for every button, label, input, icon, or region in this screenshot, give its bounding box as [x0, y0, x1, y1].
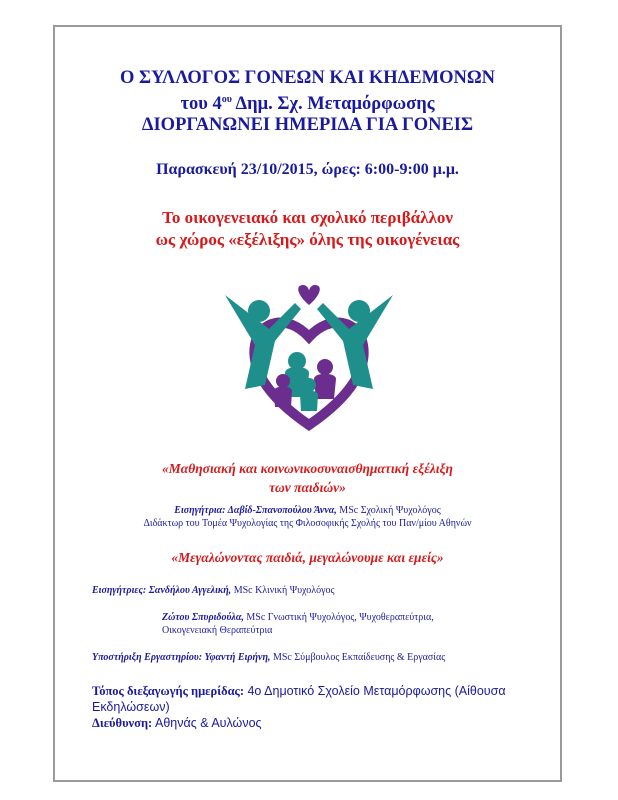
talk-1-title-line-2: των παιδιών» [269, 480, 346, 495]
event-topic [53, 207, 562, 251]
talk-2-speaker-2 [162, 611, 434, 637]
heading-line-2 [53, 89, 562, 115]
venue-label: Τόπος διεξαγωγής ημερίδας: [92, 684, 244, 698]
address-value: Αθηνάς & Αυλώνος [152, 716, 262, 730]
support-label: Υποστήριξη Εργαστηρίου: [92, 652, 205, 663]
family-heart-logo [225, 285, 393, 440]
talk-1-speaker-line [53, 504, 562, 517]
heading-line-2-post: Δημ. Σχ. Μεταμόρφωσης [231, 94, 435, 115]
child-3-body [274, 387, 292, 408]
speaker-1-name: Σανδήλου Αγγελική, [148, 585, 232, 596]
speaker-extra: Διδάκτωρ του Τομέα Ψυχολογίας της Φιλοσοφικής Σχολής του Παν/μίου Αθηνών [143, 518, 472, 529]
venue-info [92, 683, 506, 731]
talk-2-speaker-1 [92, 584, 334, 597]
small-heart-icon [298, 285, 320, 305]
address-label: Διεύθυνση: [92, 716, 153, 730]
address-line [92, 715, 506, 731]
child-4-head [302, 378, 316, 392]
child-2-head [317, 359, 333, 375]
logo-graphic [225, 285, 393, 435]
talk-1-title [53, 459, 562, 497]
support-role: MSc Σύμβουλος Εκπαίδευσης & Εργασίας [270, 652, 446, 663]
speaker-role: MSc Σχολική Ψυχολόγος [336, 505, 441, 516]
child-3-head [276, 374, 290, 388]
venue-line [92, 683, 506, 699]
event-date: Παρασκευή 23/10/2015, ώρες: 6:00-9:00 μ.μ. [156, 161, 459, 178]
heading-line-2-pre: του 4 [180, 94, 222, 115]
organizer-heading [53, 68, 562, 136]
speaker-1-role: MSc Κλινική Ψυχολόγος [231, 585, 335, 596]
topic-line-1: Το οικογενειακό και σχολικό περιβάλλον [162, 208, 453, 227]
speaker-2-role: MSc Γνωστική Ψυχολόγος, Ψυχοθεραπεύτρια, [243, 612, 434, 623]
talk-1-title-line-1: «Μαθησιακή και κοινωνικοσυναισθηματική εξέλιξη [162, 461, 453, 476]
speaker-name: Δαβίδ-Σπανοπούλου Άννα, [227, 505, 337, 516]
talk-2-title: «Μεγαλώνοντας παιδιά, μεγαλώνουμε και εμείς» [171, 550, 444, 565]
speakers-label: Εισηγήτριες: [92, 585, 149, 596]
speaker-2-name: Ζώτου Σπυριδούλα, [162, 612, 244, 623]
speaker-label: Εισηγήτρια: [174, 505, 228, 516]
speaker-2-role-2: Οικογενειακή Θεραπεύτρια [162, 625, 273, 636]
talk-1-speaker [53, 504, 562, 530]
heading-line-1: Ο ΣΥΛΛΟΓΟΣ ΓΟΝΕΩΝ ΚΑΙ ΚΗΔΕΜΟΝΩΝ [119, 68, 496, 88]
support-name: Υφαντή Ειρήνη, [204, 652, 271, 663]
child-4-body [300, 391, 318, 412]
venue-value-2: Εκδηλώσεων) [92, 700, 170, 714]
workshop-support [92, 651, 445, 664]
speaker-2-line [162, 611, 434, 624]
venue-value: 4ο Δημοτικό Σχολείο Μεταμόρφωσης (Αίθουσα [243, 684, 506, 698]
heading-line-2-sup: ου [221, 94, 232, 105]
topic-line-2: ως χώρος «εξέλιξης» όλης της οικογένειας [155, 230, 460, 249]
heading-line-3: ΔΙΟΡΓΑΝΩΝΕΙ ΗΜΕΡΙΔΑ ΓΙΑ ΓΟΝΕΙΣ [141, 115, 474, 136]
